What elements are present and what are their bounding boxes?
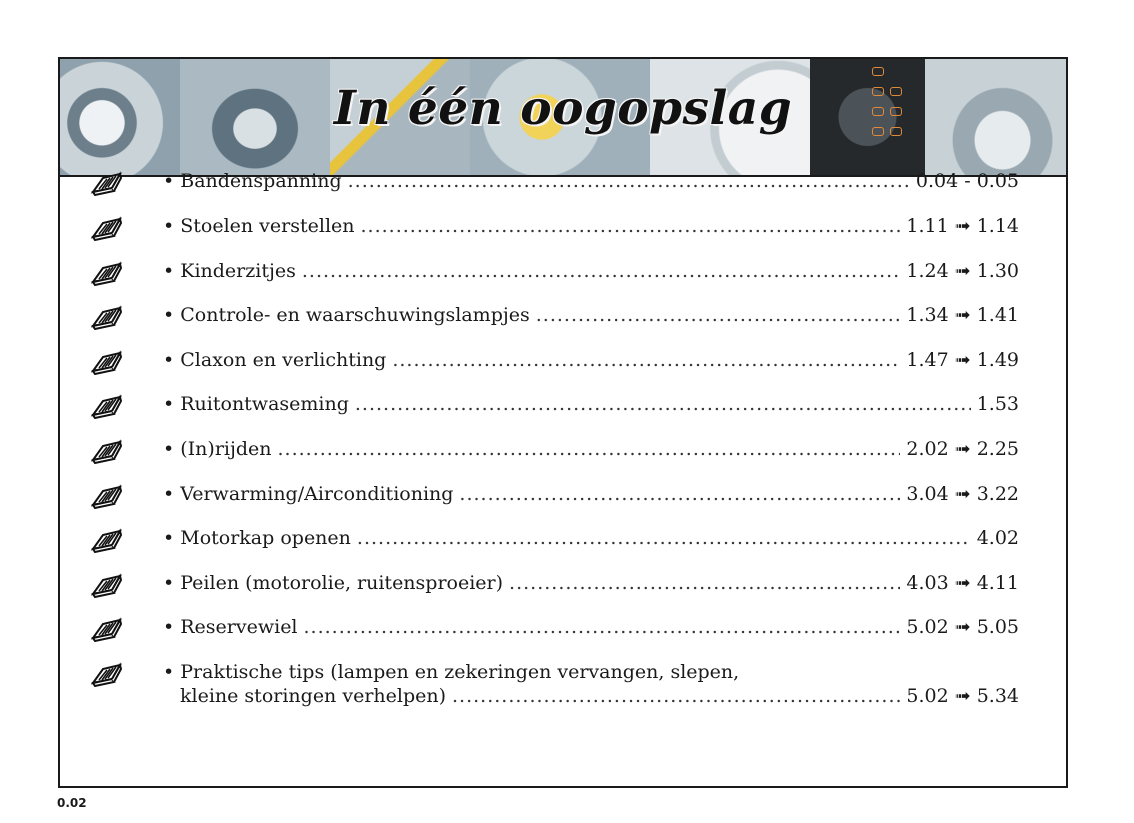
item-line — [163, 304, 1019, 330]
list-item — [60, 170, 1066, 200]
book-icon — [90, 616, 124, 644]
list-item — [60, 260, 1066, 290]
header-banner — [60, 59, 1066, 177]
page-reference: 5.02 ➟ 5.34 — [906, 685, 1019, 707]
item-line — [163, 393, 1019, 419]
item-label: • Praktische tips (lampen en zekeringen vervangen, slepen, — [163, 661, 740, 683]
dot-leader — [509, 572, 900, 594]
page-title: In één oogopslag — [333, 81, 793, 136]
dot-leader — [361, 215, 901, 237]
list-item — [60, 438, 1066, 468]
item-label: • Reservewiel — [163, 616, 298, 638]
dot-leader — [348, 170, 910, 192]
item-label: • Stoelen verstellen — [163, 215, 355, 237]
item-label: • Kinderzitjes — [163, 260, 296, 282]
dot-leader — [357, 527, 971, 549]
item-label: • Peilen (motorolie, ruitensproeier) — [163, 572, 504, 594]
warning-light-icon — [872, 67, 884, 76]
item-line — [163, 572, 1019, 598]
book-icon — [90, 661, 124, 689]
dot-leader — [452, 685, 900, 707]
page-reference: 2.02 ➟ 2.25 — [906, 438, 1019, 460]
item-label: • Verwarming/Airconditioning — [163, 483, 454, 505]
book-icon — [90, 260, 124, 288]
dot-leader — [302, 260, 901, 282]
item-line — [163, 616, 1019, 642]
page-reference: 4.02 — [976, 527, 1019, 549]
item-label: • Controle- en waarschuwingslampjes — [163, 304, 530, 326]
item-label-continued: kleine storingen verhelpen) — [180, 685, 447, 707]
dot-leader — [304, 616, 901, 638]
item-line — [163, 527, 1019, 553]
dot-leader — [392, 349, 900, 371]
list-item — [60, 572, 1066, 602]
dot-leader — [278, 438, 901, 460]
book-icon — [90, 572, 124, 600]
item-line — [163, 483, 1019, 509]
item-label: • Bandenspanning — [163, 170, 342, 192]
page-frame — [58, 57, 1068, 788]
dot-leader — [536, 304, 901, 326]
item-line — [163, 260, 1019, 286]
item-label: • Claxon en verlichting — [163, 349, 387, 371]
dot-leader — [459, 483, 900, 505]
page-reference: 4.03 ➟ 4.11 — [906, 572, 1019, 594]
book-icon — [90, 438, 124, 466]
list-item — [60, 393, 1066, 423]
item-line — [180, 685, 1019, 711]
list-item — [60, 616, 1066, 646]
item-line — [163, 438, 1019, 464]
item-line — [163, 349, 1019, 375]
item-label: • Motorkap openen — [163, 527, 351, 549]
item-label: • Ruitontwaseming — [163, 393, 349, 415]
list-item — [60, 349, 1066, 379]
page-reference: 0.04 - 0.05 — [915, 170, 1019, 192]
book-icon — [90, 483, 124, 511]
list-item — [60, 215, 1066, 245]
book-icon — [90, 349, 124, 377]
page-number: 0.02 — [57, 796, 87, 810]
page-reference: 1.11 ➟ 1.14 — [906, 215, 1019, 237]
list-item — [60, 661, 1066, 713]
page-reference: 1.53 — [976, 393, 1019, 415]
page-reference: 1.47 ➟ 1.49 — [906, 349, 1019, 371]
list-item — [60, 483, 1066, 513]
page-reference: 1.34 ➟ 1.41 — [906, 304, 1019, 326]
page-reference: 1.24 ➟ 1.30 — [906, 260, 1019, 282]
item-label: • (In)rijden — [163, 438, 272, 460]
dot-leader — [355, 393, 971, 415]
book-icon — [90, 393, 124, 421]
item-line — [163, 215, 1019, 241]
book-icon — [90, 170, 124, 198]
book-icon — [90, 527, 124, 555]
list-item — [60, 304, 1066, 334]
book-icon — [90, 304, 124, 332]
list-item — [60, 527, 1066, 557]
page-reference: 5.02 ➟ 5.05 — [906, 616, 1019, 638]
page-reference: 3.04 ➟ 3.22 — [906, 483, 1019, 505]
item-line — [163, 170, 1019, 196]
book-icon — [90, 215, 124, 243]
